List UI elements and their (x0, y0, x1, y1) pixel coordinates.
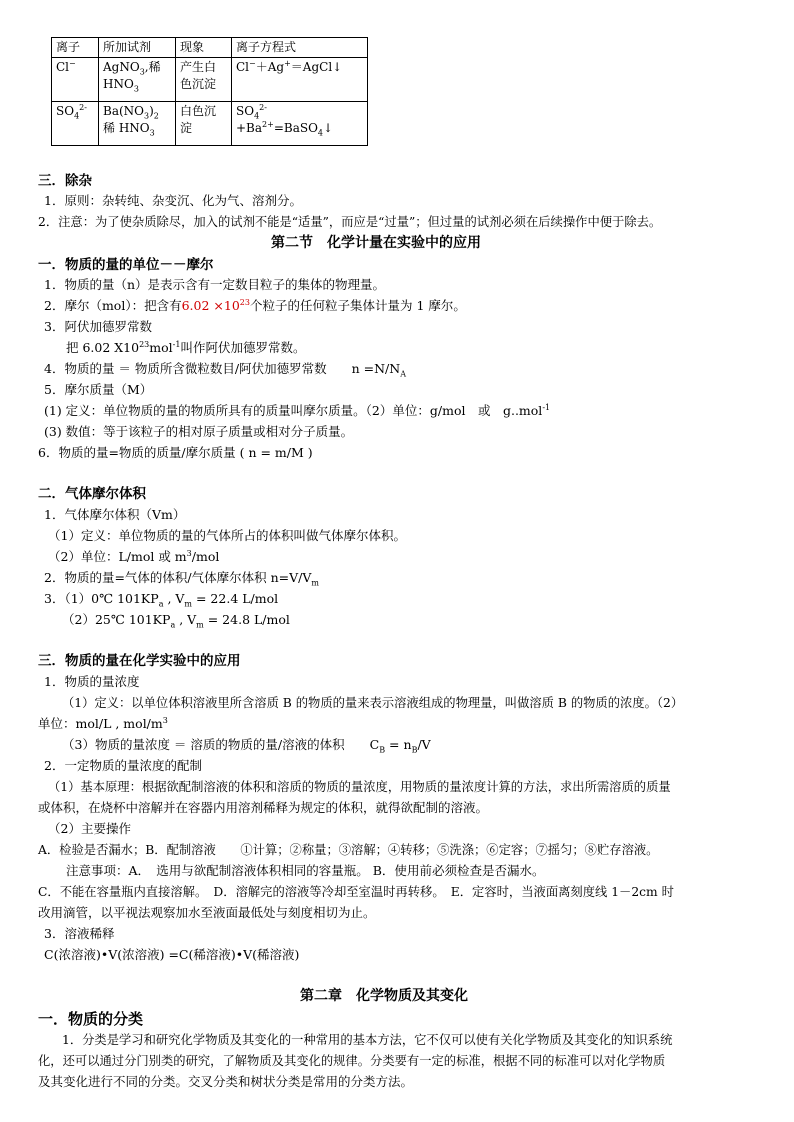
paragraph-line: （1）基本原理：根据欲配制溶液的体积和溶质的物质的量浓度，用物质的量浓度计算的方法，求出所需溶质的质量 (48, 780, 671, 794)
paragraph-line: 2．一定物质的量浓度的配制 (44, 758, 202, 773)
paragraph-line: 化，还可以通过分门别类的研究，了解物质及其变化的规律。分类要有一定的标准，根据不同的标准可以对化学物质 (38, 1054, 666, 1068)
paragraph-line: 2．注意：为了使杂质除尽，加入的试剂不能是“适量”，而应是“过量”；但过量的试剂必须在后续操作中便于除去。 (38, 215, 662, 229)
reagent-cell: $Ba(NO_3)_2$ 稀 $HNO_3$ (99, 102, 176, 146)
table-row (52, 102, 368, 146)
paragraph-line: 1．气体摩尔体积（Vm） (44, 507, 186, 522)
table-header-cell: 所加试剂 (99, 38, 176, 58)
paragraph-line: C．不能在容量瓶内直接溶解。 D．溶解完的溶液等冷却至室温时再转移。 E．定容时，当液面离刻度线 1－2cm 时 (38, 885, 674, 899)
paragraph-line: （1）定义：单位物质的量的气体所占的体积叫做气体摩尔体积。 (48, 528, 406, 543)
avogadro-value: $6.02 \times 10^{23}$ (181, 297, 250, 313)
table-header-cell: 离子 (52, 38, 99, 58)
paragraph-line: 或体积，在烧杯中溶解并在容器内用溶剂稀释为规定的体积，就得欲配制的溶液。 (38, 800, 489, 815)
table-row (52, 58, 368, 102)
section-heading: 三．除杂 (38, 173, 92, 189)
paragraph-line: 把 6.02 $X10^{23}mol^{-1}$叫作阿伏加德罗常数。 (66, 339, 306, 355)
paragraph-line: A．检验是否漏水；B．配制溶液 ①计算；②称量；③溶解；④转移；⑤洗涤；⑥定容；⑦摇匀；⑧贮存溶液。 (38, 843, 659, 857)
reagent-cell: AgNO$_3$,稀 $HNO_3$ (99, 58, 176, 102)
section-heading: 一．物质的量的单位－－摩尔 (38, 257, 214, 273)
paragraph-line: （3）物质的量浓度 ＝ 溶质的物质的量/溶液的体积 $C_B = n_B/V$ (62, 737, 431, 755)
table-header-cell: 离子方程式 (232, 38, 368, 58)
chapter-title: 第二章 化学物质及其变化 (300, 988, 468, 1004)
paragraph-line: 2．摩尔（mol）：把含有$6.02 \times 10^{23}$个粒子的任何粒子集体计量为 1 摩尔。 (44, 297, 466, 313)
section-heading: 二．气体摩尔体积 (38, 486, 146, 502)
paragraph-line: 3．（1）0℃ $101KP_a$ , $V_m = 22.4$ L/mol (44, 591, 279, 609)
paragraph-line: 3．溶液稀释 (44, 926, 115, 941)
equation-cell: $SO_4^{2-}+Ba^{2+}=BaSO_4↓$ (232, 102, 368, 146)
section-heading: 一．物质的分类 (38, 1010, 144, 1028)
paragraph-line: 3．阿伏加德罗常数 (44, 319, 152, 334)
paragraph-line: （1）定义：以单位体积溶液里所含溶质 B 的物质的量来表示溶液组成的物理量，叫做溶质 B 的物质的浓度。（2） (62, 696, 684, 710)
phenomenon-cell: 产生白 色沉淀 (176, 58, 232, 102)
paragraph-line: 及其变化进行不同的分类。交叉分类和树状分类是常用的分类方法。 (38, 1074, 414, 1089)
ion-test-table (51, 37, 368, 146)
paragraph-line: 2．物质的量=气体的体积/气体摩尔体积 $n=V/V_m$ (44, 570, 319, 588)
paragraph-line: 5．摩尔质量（M） (44, 382, 153, 397)
table-header-row (52, 38, 368, 58)
paragraph-line: （2）25℃ $101KP_a$ , $V_m = 24.8$ L/mol (62, 612, 290, 630)
paragraph-line: 1．分类是学习和研究化学物质及其变化的一种常用的基本方法，它不仅可以使有关化学物质及其变化的知识系统 (62, 1033, 673, 1047)
paragraph-line: 6．物质的量=物质的质量/摩尔质量 ( n = m/M ) (38, 445, 313, 460)
ion-cell: $SO_4^{2-}$ (52, 102, 99, 146)
paragraph-line: 注意事项：A． 选用与欲配制溶液体积相同的容量瓶。 B．使用前必须检查是否漏水。 (66, 863, 545, 878)
paragraph-line: 1．物质的量浓度 (44, 674, 140, 689)
section-heading: 三．物质的量在化学实验中的应用 (38, 653, 241, 669)
paragraph-line: 1．物质的量（n）是表示含有一定数目粒子的集体的物理量。 (44, 277, 386, 292)
phenomenon-cell: 白色沉 淀 (176, 102, 232, 146)
paragraph-line: (3) 数值：等于该粒子的相对原子质量或相对分子质量。 (44, 424, 354, 439)
table-header-cell: 现象 (176, 38, 232, 58)
paragraph-line: 1．原则：杂转纯、杂变沉、化为气、溶剂分。 (44, 193, 302, 208)
ion-cell: Cl− (52, 58, 99, 102)
equation-cell: Cl−＋Ag+＝AgCl↓ (232, 58, 368, 102)
paragraph-line: 单位：mol/L , mol/$m^3$ (38, 715, 168, 731)
paragraph-line: （2）主要操作 (48, 821, 131, 836)
paragraph-line: 改用滴管，以平视法观察加水至液面最低处与刻度相切为止。 (38, 905, 376, 920)
paragraph-line: (1) 定义：单位物质的量的物质所具有的质量叫摩尔质量。（2）单位：g/mol 或 g..mol$^{-1}$ (44, 402, 551, 418)
formula-line: C(浓溶液)•V(浓溶液) =C(稀溶液)•V(稀溶液) (44, 947, 300, 962)
section-title: 第二节 化学计量在实验中的应用 (271, 235, 481, 251)
paragraph-line: 4．物质的量 ＝ 物质所含微粒数目/阿伏加德罗常数 $n =N/N_A$ (44, 361, 406, 379)
paragraph-line: （2）单位：L/mol 或 $m^3$/mol (48, 548, 220, 564)
